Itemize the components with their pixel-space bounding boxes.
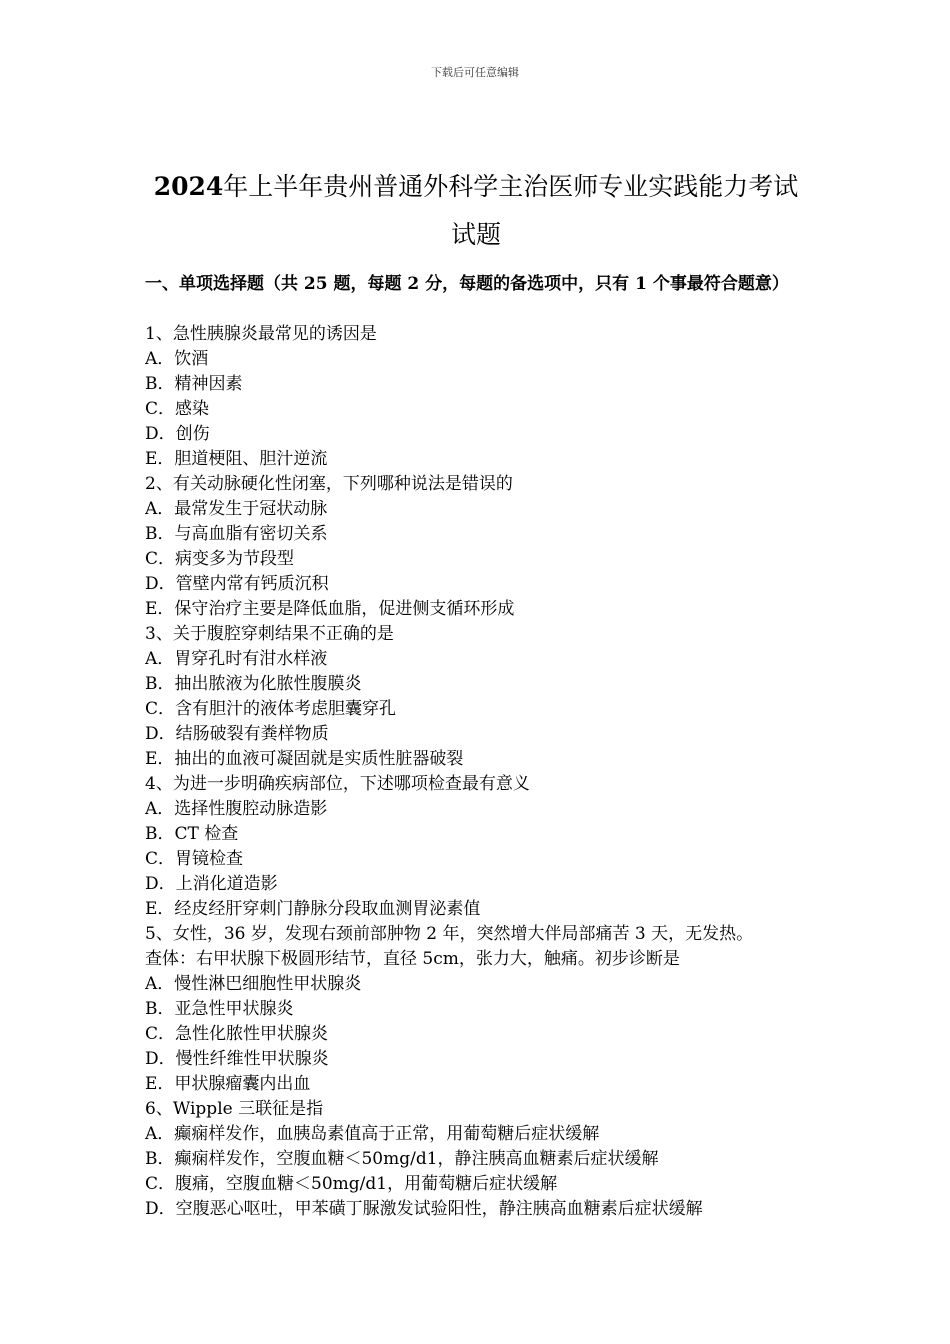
answer-option: C．病变多为节段型 bbox=[145, 549, 295, 569]
question-list bbox=[145, 322, 817, 1222]
answer-option: E．胆道梗阻、胆汁逆流 bbox=[145, 449, 328, 469]
answer-option: B．CT 检查 bbox=[145, 824, 239, 844]
title-year: 2024 bbox=[153, 171, 224, 201]
answer-option: C．感染 bbox=[145, 399, 210, 419]
question-stem: 2、有关动脉硬化性闭塞，下列哪种说法是错误的 bbox=[145, 474, 513, 494]
answer-option: D．管壁内常有钙质沉积 bbox=[145, 574, 329, 594]
answer-option: C．含有胆汁的液体考虑胆囊穿孔 bbox=[145, 699, 397, 719]
question-stem: 4、为进一步明确疾病部位，下述哪项检查最有意义 bbox=[145, 774, 530, 794]
question-stem: 5、女性，36 岁，发现右颈前部肿物 2 年，突然增大伴局部痛苦 3 天，无发热。 bbox=[145, 924, 754, 944]
answer-option: A．胃穿孔时有泔水样液 bbox=[145, 649, 328, 669]
page-header-note: 下载后可任意编辑 bbox=[431, 66, 519, 79]
answer-option: B．癫痫样发作，空腹血糖＜50mg/d1，静注胰高血糖素后症状缓解 bbox=[145, 1149, 659, 1169]
answer-option: D．创伤 bbox=[145, 424, 210, 444]
answer-option: A．最常发生于冠状动脉 bbox=[145, 499, 328, 519]
answer-option: B．与高血脂有密切关系 bbox=[145, 524, 328, 544]
answer-option: E．甲状腺瘤囊内出血 bbox=[145, 1074, 311, 1094]
question-stem-continued: 查体：右甲状腺下极圆形结节，直径 5cm，张力大，触痛。初步诊断是 bbox=[145, 949, 680, 969]
answer-option: E．经皮经肝穿刺门静脉分段取血测胃泌素值 bbox=[145, 899, 481, 919]
answer-option: D．上消化道造影 bbox=[145, 874, 278, 894]
answer-option: C．腹痛，空腹血糖＜50mg/d1，用葡萄糖后症状缓解 bbox=[145, 1174, 558, 1194]
answer-option: B．精神因素 bbox=[145, 374, 243, 394]
section-heading: 一、单项选择题（共 25 题，每题 2 分，每题的备选项中，只有 1 个事最符合题意） bbox=[145, 274, 789, 294]
answer-option: E．抽出的血液可凝固就是实质性脏器破裂 bbox=[145, 749, 464, 769]
question-stem: 3、关于腹腔穿刺结果不正确的是 bbox=[145, 624, 394, 644]
title-line-1-text: 年上半年贵州普通外科学主治医师专业实践能力考试 bbox=[223, 171, 799, 201]
answer-option: A．慢性淋巴细胞性甲状腺炎 bbox=[145, 974, 362, 994]
answer-option: B．抽出脓液为化脓性腹膜炎 bbox=[145, 674, 362, 694]
answer-option: B．亚急性甲状腺炎 bbox=[145, 999, 294, 1019]
answer-option: D．慢性纤维性甲状腺炎 bbox=[145, 1049, 329, 1069]
answer-option: A．选择性腹腔动脉造影 bbox=[145, 799, 328, 819]
answer-option: A．癫痫样发作，血胰岛素值高于正常，用葡萄糖后症状缓解 bbox=[145, 1124, 600, 1144]
document-title bbox=[145, 163, 807, 259]
answer-option: A．饮酒 bbox=[145, 349, 209, 369]
answer-option: D．结肠破裂有粪样物质 bbox=[145, 724, 329, 744]
title-line-1 bbox=[154, 172, 799, 201]
answer-option: C．急性化脓性甲状腺炎 bbox=[145, 1024, 329, 1044]
question-stem: 6、Wipple 三联征是指 bbox=[145, 1099, 324, 1119]
question-stem: 1、急性胰腺炎最常见的诱因是 bbox=[145, 324, 377, 344]
title-line-2: 试题 bbox=[450, 219, 501, 249]
answer-option: D．空腹恶心呕吐，甲苯磺丁脲激发试验阳性，静注胰高血糖素后症状缓解 bbox=[145, 1199, 703, 1219]
answer-option: C．胃镜检查 bbox=[145, 849, 244, 869]
answer-option: E．保守治疗主要是降低血脂，促进侧支循环形成 bbox=[145, 599, 515, 619]
